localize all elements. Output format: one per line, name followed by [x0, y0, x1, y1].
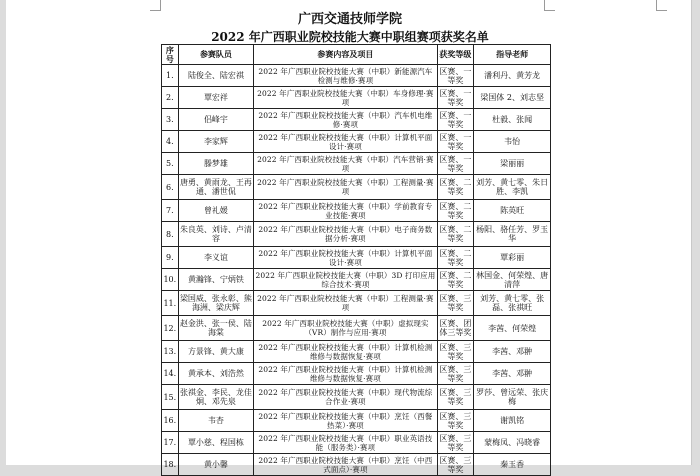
cell-event: 2022 年广西职业院校技能大赛（中职）计算机平面设计·赛项: [254, 131, 437, 153]
cell-coach: 梁国体 2、刘志坚: [474, 87, 551, 109]
cell-number: 14.: [162, 363, 179, 385]
cell-event: 2022 年广西职业院校技能大赛（中职）车身修理·赛项: [254, 87, 437, 109]
cell-team: 朱良英、刘诗、卢清容: [178, 222, 254, 247]
cell-coach: 陈英旺: [474, 200, 551, 222]
school-header: 广西交通技师学院: [297, 12, 402, 27]
cell-number: 11.: [162, 291, 179, 316]
cell-number: 13.: [162, 341, 179, 363]
cell-award: 区赛、一等奖: [437, 153, 474, 175]
table-row: [162, 410, 551, 432]
cell-number: 1.: [162, 65, 179, 87]
cell-number: 16.: [162, 410, 179, 432]
page-edge-divider: [691, 0, 692, 465]
cell-number: 9.: [162, 247, 179, 269]
cell-event: 2022 年广西职业院校技能大赛（中职）职业英语技能（服务类）·赛项: [254, 432, 437, 454]
cell-coach: 李茜、邓翀: [474, 341, 551, 363]
cell-number: 17.: [162, 432, 179, 454]
cell-number: 3.: [162, 109, 179, 131]
cell-event: 2022 年广西职业院校技能大赛（中职）3D 打印应用综合技术·赛项: [255, 270, 436, 289]
cell-team: 韦杏: [178, 410, 254, 432]
header-number: 序号: [162, 45, 179, 65]
table-row: [162, 247, 551, 269]
cell-award: 区赛、团体三等奖: [437, 316, 474, 341]
cell-coach: 杜毅、张闻: [474, 109, 551, 131]
awards-table: [161, 44, 551, 476]
table-row: [162, 385, 551, 410]
cell-team: 覃宏祥: [178, 87, 254, 109]
cell-coach: 罗莎、曾远荣、张庆梅: [474, 385, 551, 410]
cell-coach: 韦怡: [474, 131, 551, 153]
cell-coach: 李茜、邓翀: [474, 363, 551, 385]
cell-event: 2022 年广西职业院校技能大赛（中职）新能源汽车检测与维修·赛项: [254, 65, 437, 87]
table-row: [162, 65, 551, 87]
cell-coach: 梁丽丽: [474, 153, 551, 175]
cell-event: 2022 年广西职业院校技能大赛（中职）计算机平面设计·赛项: [254, 247, 437, 269]
cell-award: 区赛、二等奖: [437, 247, 474, 269]
cell-team: 张祺金、李民、龙佳炯、邓先泉: [178, 385, 254, 410]
cell-award: 区赛、三等奖: [437, 291, 474, 316]
cell-award: 区赛、三等奖: [437, 454, 474, 476]
cell-team: 曾礼媛: [178, 200, 254, 222]
cell-number: 15.: [162, 385, 179, 410]
cell-coach: 林国金、何荣煌、唐清萍: [474, 269, 551, 291]
table-row: [162, 175, 551, 200]
cell-team: 覃小慈、程国栋: [178, 432, 254, 454]
cell-team: 唐勇、黄雨龙、王再通、潘世侃: [178, 175, 254, 200]
cell-number: 18.: [162, 454, 179, 476]
cell-award: 区赛、三等奖: [437, 432, 474, 454]
cell-award: 区赛、三等奖: [437, 341, 474, 363]
cell-number: 12.: [162, 316, 179, 341]
cell-event: 2022 年广西职业院校技能大赛（中职）汽车机电维修·赛项: [254, 109, 437, 131]
cell-event: 2022 年广西职业院校技能大赛（中职）烹饪（西餐热菜）·赛项: [254, 410, 437, 432]
cell-event: 2022 年广西职业院校技能大赛（中职）现代物流综合作业·赛项: [254, 385, 437, 410]
cell-number: 10.: [162, 269, 179, 291]
cell-team: 侣峰宇: [178, 109, 254, 131]
awards-table-body: [162, 65, 551, 476]
cell-award: 区赛、二等奖: [437, 200, 474, 222]
cell-award: 区赛、三等奖: [437, 363, 474, 385]
header-award: 获奖等级: [437, 45, 474, 65]
cell-coach: 潘利丹、黄芳龙: [474, 65, 551, 87]
cell-award: 区赛、二等奖: [437, 175, 474, 200]
cell-team: 黄承本、刘浩然: [178, 363, 254, 385]
cell-event: 2022 年广西职业院校技能大赛（中职）计算机检测维修与数据恢复·赛项: [254, 341, 437, 363]
cell-event: 2022 年广西职业院校技能大赛（中职）汽车营销·赛项: [254, 153, 437, 175]
header-team: 参赛队员: [178, 45, 254, 65]
cell-award: 区赛、二等奖: [437, 269, 474, 291]
table-row: [162, 363, 551, 385]
cell-coach: 蒙梅凤、冯晓睿: [474, 432, 551, 454]
cell-coach: 覃彩丽: [474, 247, 551, 269]
cell-award: 区赛、一等奖: [437, 109, 474, 131]
table-row: [162, 153, 551, 175]
cell-team: 陆俊全、陆宏祺: [178, 65, 254, 87]
cell-team: 黄瀚锋、宁炳铁: [178, 269, 254, 291]
cell-number: 5.: [162, 153, 179, 175]
cell-event: 2022 年广西职业院校技能大赛（中职）工程测量·赛项: [254, 175, 437, 200]
table-row: [162, 222, 551, 247]
cell-number: 7.: [162, 200, 179, 222]
table-row: [162, 291, 551, 316]
cell-team: 黄小馨: [178, 454, 254, 476]
cell-number: 2.: [162, 87, 179, 109]
cell-number: 4.: [162, 131, 179, 153]
cell-award: 区赛、三等奖: [437, 385, 474, 410]
table-row: [162, 316, 551, 341]
cell-team: 滕梦雄: [178, 153, 254, 175]
cell-coach: 谢凯铭: [474, 410, 551, 432]
cell-number: 8.: [162, 222, 179, 247]
cell-team: 方景锋、黄大康: [178, 341, 254, 363]
cell-award: 区赛、三等奖: [437, 410, 474, 432]
table-header-row: [162, 45, 551, 65]
cell-event: 2022 年广西职业院校技能大赛（中职）烹饪（中西式面点）·赛项: [254, 454, 437, 476]
table-row: [162, 269, 551, 291]
cell-award: 区赛、一等奖: [437, 65, 474, 87]
table-row: [162, 432, 551, 454]
header-event: 参赛内容及项目: [254, 45, 437, 65]
header-coach: 指导老师: [474, 45, 551, 65]
table-row: [162, 131, 551, 153]
cell-coach: 李茜、何荣煌: [474, 316, 551, 341]
table-row: [162, 87, 551, 109]
cell-award: 区赛、一等奖: [437, 87, 474, 109]
cell-award: 区赛、二等奖: [437, 222, 474, 247]
cell-event: 2022 年广西职业院校技能大赛（中职）工程测量·赛项: [254, 291, 437, 316]
cell-coach: 秦玉香: [474, 454, 551, 476]
cell-team: 赵金洪、张一侯、陆海棠: [178, 316, 254, 341]
cell-event: 2022 年广西职业院校技能大赛（中职）虚拟现实（VR）制作与应用·赛项: [254, 316, 437, 341]
table-row: [162, 341, 551, 363]
cell-coach: 杨阳、骆任芳、罗玉华: [474, 222, 551, 247]
cell-event: 2022 年广西职业院校技能大赛（中职）学前教育专业技能·赛项: [254, 200, 437, 222]
cell-team: 梁国威、张永彰、熊海洲、梁庆辉: [178, 291, 254, 316]
cell-number: 6.: [162, 175, 179, 200]
cell-coach: 刘芳、黄七零、张磊、张祺旺: [474, 291, 551, 316]
cell-team: 李家辉: [178, 131, 254, 153]
cell-event: 2022 年广西职业院校技能大赛（中职）电子商务数据分析·赛项: [254, 222, 437, 247]
table-row: [162, 109, 551, 131]
cell-coach: 刘芳、黄七零、朱日胜、李凯: [474, 175, 551, 200]
cell-award: 区赛、一等奖: [437, 131, 474, 153]
cell-event: 2022 年广西职业院校技能大赛（中职）计算机检测维修与数据恢复·赛项: [254, 363, 437, 385]
document-title: 2022 年广西职业院校技能大赛中职组赛项获奖名单: [211, 30, 489, 44]
cell-team: 李义谊: [178, 247, 254, 269]
table-row: [162, 200, 551, 222]
